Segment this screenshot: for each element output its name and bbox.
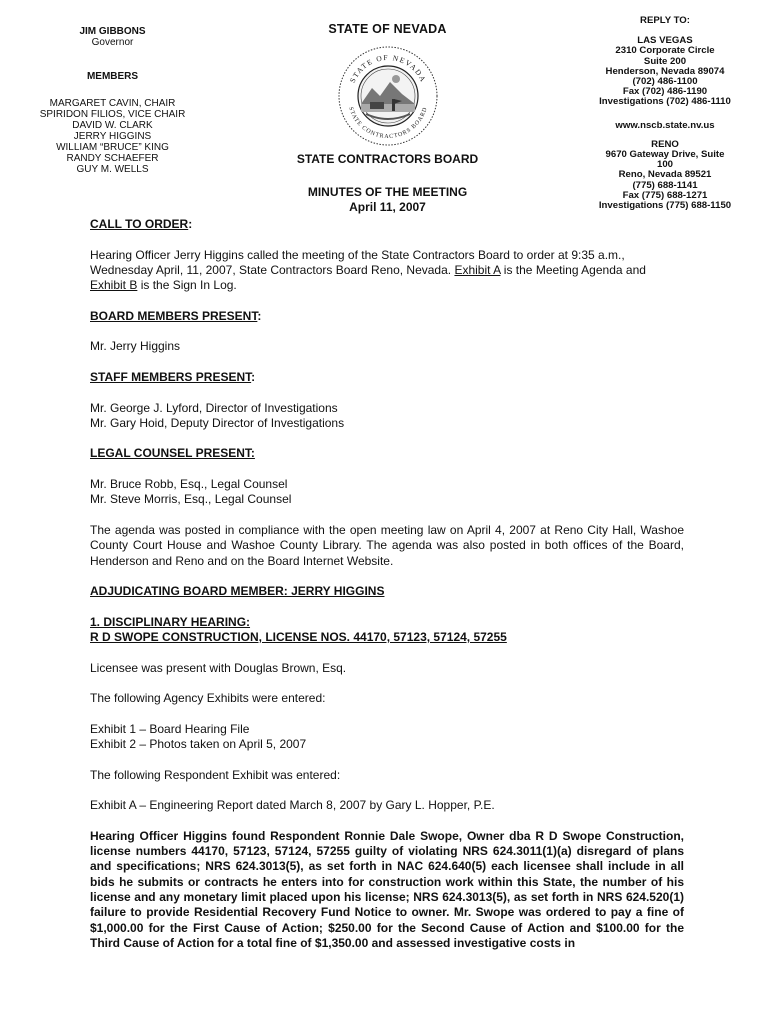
agency-exhibits-intro: The following Agency Exhibits were entered: <box>90 691 326 706</box>
governor-name: JIM GIBBONS <box>79 26 146 37</box>
member-name: DAVID W. CLARK <box>72 120 153 131</box>
member-name: GUY M. WELLS <box>76 164 149 175</box>
board-name: STATE CONTRACTORS BOARD <box>296 152 479 166</box>
website-link[interactable]: www.nscb.state.nv.us <box>615 119 715 131</box>
las-vegas-phone: (702) 486-1100 <box>632 76 698 88</box>
member-name: MARGARET CAVIN, CHAIR <box>49 98 176 109</box>
minutes-date: April 11, 2007 <box>349 200 426 214</box>
agency-exhibits-list <box>90 722 684 753</box>
licensee-present: Licensee was present with Douglas Brown, Esq. <box>90 660 347 675</box>
agency-exhibit: Exhibit 1 – Board Hearing File <box>90 721 250 736</box>
state-title: STATE OF NEVADA <box>328 22 447 36</box>
legal-counsel: Mr. Bruce Robb, Esq., Legal Counsel <box>90 477 288 492</box>
staff-heading <box>90 370 684 385</box>
letterhead-center <box>260 22 515 215</box>
members-heading: MEMBERS <box>86 71 139 82</box>
call-to-order-text: is the Sign In Log. <box>137 278 237 293</box>
adjudicating-label: ADJUDICATING BOARD MEMBER: JERRY HIGGINS <box>90 584 385 599</box>
board-member-name: Mr. Jerry Higgins <box>90 339 181 354</box>
las-vegas-city: LAS VEGAS <box>637 35 693 47</box>
exhibit-a-link[interactable]: Exhibit A <box>454 262 501 277</box>
board-members-label: BOARD MEMBERS PRESENT <box>90 308 258 323</box>
las-vegas-address-line: Henderson, Nevada 89074 <box>605 65 725 77</box>
legal-list <box>90 477 684 508</box>
member-name: SPIRIDON FILIOS, VICE CHAIR <box>39 109 186 120</box>
state-seal-icon <box>336 44 440 148</box>
las-vegas-address-line: Suite 200 <box>643 55 687 67</box>
governor-title: Governor <box>91 37 134 48</box>
reply-to-label: REPLY TO: <box>640 15 690 26</box>
reno-phone: (775) 688-1141 <box>632 179 698 191</box>
heading-colon: : <box>188 217 193 231</box>
agenda-posting-paragraph: The agenda was posted in compliance with the open meeting law on April 4, 2007 at Reno City Hall, Washoe County Court House and Washoe County Library. The agenda was also posted in both offices of the Board, Henderson and Reno and on the Board Internet Website. <box>90 522 684 568</box>
call-to-order-label: CALL TO ORDER <box>90 217 189 231</box>
staff-list <box>90 401 684 432</box>
call-to-order-text: Hearing Officer Jerry Higgins called the meeting of the State Contractors Board to order at 9:35 a.m., Wednesday April, 11, 2007, State Contractors Board Reno, Nevada. <box>90 247 625 277</box>
hearing-heading-line: R D SWOPE CONSTRUCTION, LICENSE NOS. 44170, 57123, 57124, 57255 <box>90 630 507 645</box>
reno-investigations: Investigations (775) 688-1150 <box>598 200 732 212</box>
heading-colon: : <box>251 369 256 384</box>
seal-top-text: STATE OF NEVADA <box>347 52 428 85</box>
hearing-heading-line: 1. DISCIPLINARY HEARING: <box>90 614 251 629</box>
reno-fax: Fax (775) 688-1271 <box>622 189 708 201</box>
agency-exhibit: Exhibit 2 – Photos taken on April 5, 2007 <box>90 737 307 752</box>
legal-label: LEGAL COUNSEL PRESENT: <box>90 446 255 461</box>
minutes-title-text: MINUTES OF THE MEETING <box>307 185 468 199</box>
reno-city: RENO <box>651 138 679 150</box>
minutes-title <box>260 185 515 215</box>
hearing-finding-paragraph: Hearing Officer Higgins found Respondent Ronnie Dale Swope, Owner dba R D Swope Construction, license numbers 44170, 57123, 57124, 57255 guilty of violating NRS 624.3011(1)(a) disregard of plans and specifications; NRS 624.3013(5), as set forth in NAC 624.640(5) each licensee shall include in all bids he submits or contracts he enters into for construction work within this State, the number of his license and any monetary limit placed upon his license; NRS 624.3013(5), as set forth in NRS 624.520(1) failure to provide Residential Recovery Fund Notice to owner. Mr. Swope was ordered to pay a fine of $1,000.00 for the First Cause of Action; $250.00 for the Second Cause of Action and $100.00 for the Third Cause of Action for a total fine of $1,350.00 and assessed investigative costs in <box>90 828 684 950</box>
respondent-exhibit-intro: The following Respondent Exhibit was entered: <box>90 767 341 782</box>
minutes-body <box>90 217 684 967</box>
member-name: WILLIAM “BRUCE” KING <box>56 142 169 153</box>
member-name: RANDY SCHAEFER <box>66 153 159 164</box>
call-to-order-paragraph <box>90 248 684 294</box>
hearing-heading <box>90 615 684 646</box>
reno-address-line: 100 <box>656 159 673 171</box>
letterhead-right <box>590 16 740 211</box>
call-to-order-text: is the Meeting Agenda and <box>500 262 646 277</box>
respondent-exhibit: Exhibit A – Engineering Report dated March 8, 2007 by Gary L. Hopper, P.E. <box>90 798 495 813</box>
board-members-heading <box>90 309 684 324</box>
heading-colon: : <box>257 308 262 323</box>
las-vegas-address-line: 2310 Corporate Circle <box>615 45 715 57</box>
seal-bottom-text: STATE CONTRACTORS BOARD <box>346 106 429 141</box>
member-name: JERRY HIGGINS <box>73 131 152 142</box>
call-to-order-heading <box>90 217 684 232</box>
exhibit-b-link[interactable]: Exhibit B <box>90 278 138 293</box>
las-vegas-fax: Fax (702) 486-1190 <box>622 86 708 98</box>
staff-member: Mr. George J. Lyford, Director of Investigations <box>90 400 338 415</box>
reno-address-line: 9670 Gateway Drive, Suite <box>605 149 725 161</box>
staff-label: STAFF MEMBERS PRESENT <box>90 369 252 384</box>
adjudicating-heading <box>90 584 684 599</box>
letterhead-left <box>30 26 195 175</box>
staff-member: Mr. Gary Hoid, Deputy Director of Investigations <box>90 415 345 430</box>
legal-heading <box>90 446 684 461</box>
las-vegas-investigations: Investigations (702) 486-1110 <box>599 96 731 108</box>
reno-address-line: Reno, Nevada 89521 <box>618 169 712 181</box>
legal-counsel: Mr. Steve Morris, Esq., Legal Counsel <box>90 492 292 507</box>
